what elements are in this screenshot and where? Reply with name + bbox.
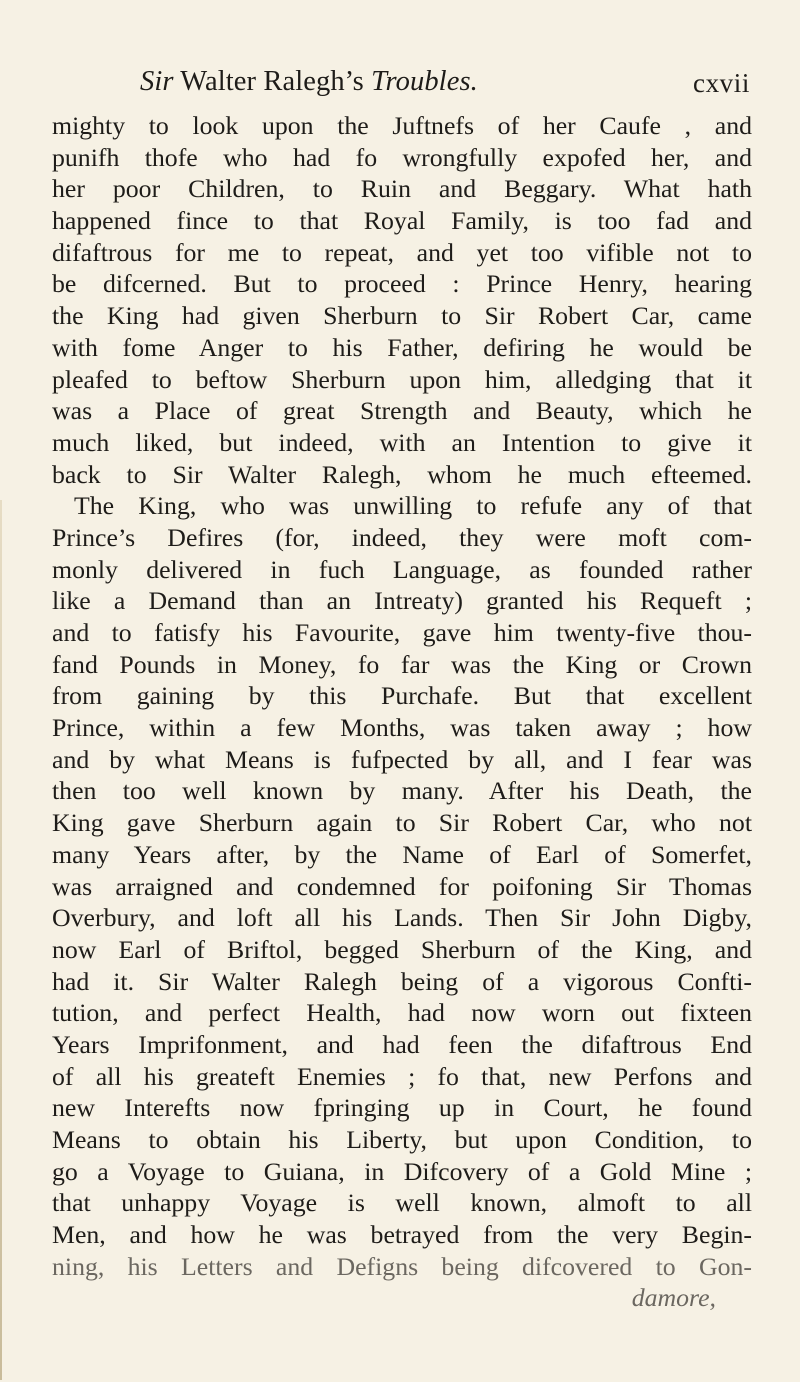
text-line-16: like a Demand than an Intreaty) granted his Requeft ; xyxy=(52,586,752,616)
text-line-33: Means to obtain his Liberty, but upon Condition, to xyxy=(52,1125,752,1154)
running-title-middle: Walter Ralegh’s xyxy=(173,66,372,97)
text-line-1: mighty to look upon the Juftnefs of her Caufe , and xyxy=(52,111,752,140)
text-line-25: was arraigned and condemned for poifoning Sir Thomas xyxy=(52,871,752,901)
text-line-7: the King had given Sherburn to Sir Robert Car, came xyxy=(52,301,752,331)
text-line-19: from gaining by this Purchafe. But that excellent xyxy=(52,681,752,711)
text-line-32: new Interefts now fpringing up in Court, he found xyxy=(52,1093,752,1123)
text-line-10: was a Place of great Strength and Beauty, which he xyxy=(52,396,752,426)
catchword: damore, xyxy=(631,1283,716,1313)
page-edge-shadow xyxy=(0,500,2,1380)
text-line-24: many Years after, by the Name of Earl of Somerfet, xyxy=(52,839,752,869)
text-line-3: her poor Children, to Ruin and Beggary. What hath xyxy=(52,174,752,204)
text-line-13: The King, who was unwilling to refufe any of that xyxy=(74,491,752,521)
text-line-4: happened fince to that Royal Family, is too fad and xyxy=(52,206,752,236)
text-line-28: had it. Sir Walter Ralegh being of a vigorous Confti- xyxy=(52,966,752,996)
text-line-17: and to fatisfy his Favourite, gave him twenty-five thou- xyxy=(52,618,752,647)
text-line-15: monly delivered in fuch Language, as founded rather xyxy=(52,554,752,584)
text-line-22: then too well known by many. After his Death, the xyxy=(52,776,752,806)
text-line-20: Prince, within a few Months, was taken away ; how xyxy=(52,713,752,743)
text-line-27: now Earl of Briftol, begged Sherburn of the King, and xyxy=(52,934,752,964)
text-line-21: and by what Means is fufpected by all, and I fear was xyxy=(52,744,752,774)
text-line-11: much liked, but indeed, with an Intention to give it xyxy=(52,427,752,457)
text-line-5: difaftrous for me to repeat, and yet too vifible not to xyxy=(52,237,752,267)
text-line-36: Men, and how he was betrayed from the very Begin- xyxy=(52,1220,752,1250)
running-title xyxy=(140,66,478,98)
text-line-2: punifh thofe who had fo wrongfully expofed her, and xyxy=(52,142,752,172)
text-line-8: with fome Anger to his Father, defiring he would be xyxy=(52,332,752,362)
text-line-14: Prince’s Defires (for, indeed, they were moft com- xyxy=(52,522,752,552)
text-line-34: go a Voyage to Guiana, in Difcovery of a Gold Mine ; xyxy=(52,1156,752,1186)
body-text xyxy=(52,110,752,1314)
text-line-26: Overbury, and loft all his Lands. Then Sir John Digby, xyxy=(52,903,752,933)
text-line-35: that unhappy Voyage is well known, almoft to all xyxy=(52,1188,752,1218)
running-title-suffix: Troubles. xyxy=(371,66,478,97)
page-number: cxvii xyxy=(693,68,750,98)
running-header xyxy=(140,66,750,106)
text-line-37: ning, his Letters and Defigns being difcovered to Gon- xyxy=(52,1251,752,1281)
text-line-31: of all his greateft Enemies ; fo that, new Perfons and xyxy=(52,1061,752,1091)
text-line-29: tution, and perfect Health, had now worn out fixteen xyxy=(52,998,752,1028)
running-title-prefix: Sir xyxy=(140,66,174,97)
text-line-30: Years Imprifonment, and had feen the difaftrous End xyxy=(52,1029,752,1059)
text-line-12: back to Sir Walter Ralegh, whom he much efteemed. xyxy=(52,459,752,489)
text-line-9: pleafed to beftow Sherburn upon him, alledging that it xyxy=(52,364,752,394)
text-line-18: fand Pounds in Money, fo far was the King or Crown xyxy=(52,649,752,679)
text-line-23: King gave Sherburn again to Sir Robert Car, who not xyxy=(52,808,752,838)
text-line-6: be difcerned. But to proceed : Prince Henry, hearing xyxy=(52,269,752,299)
